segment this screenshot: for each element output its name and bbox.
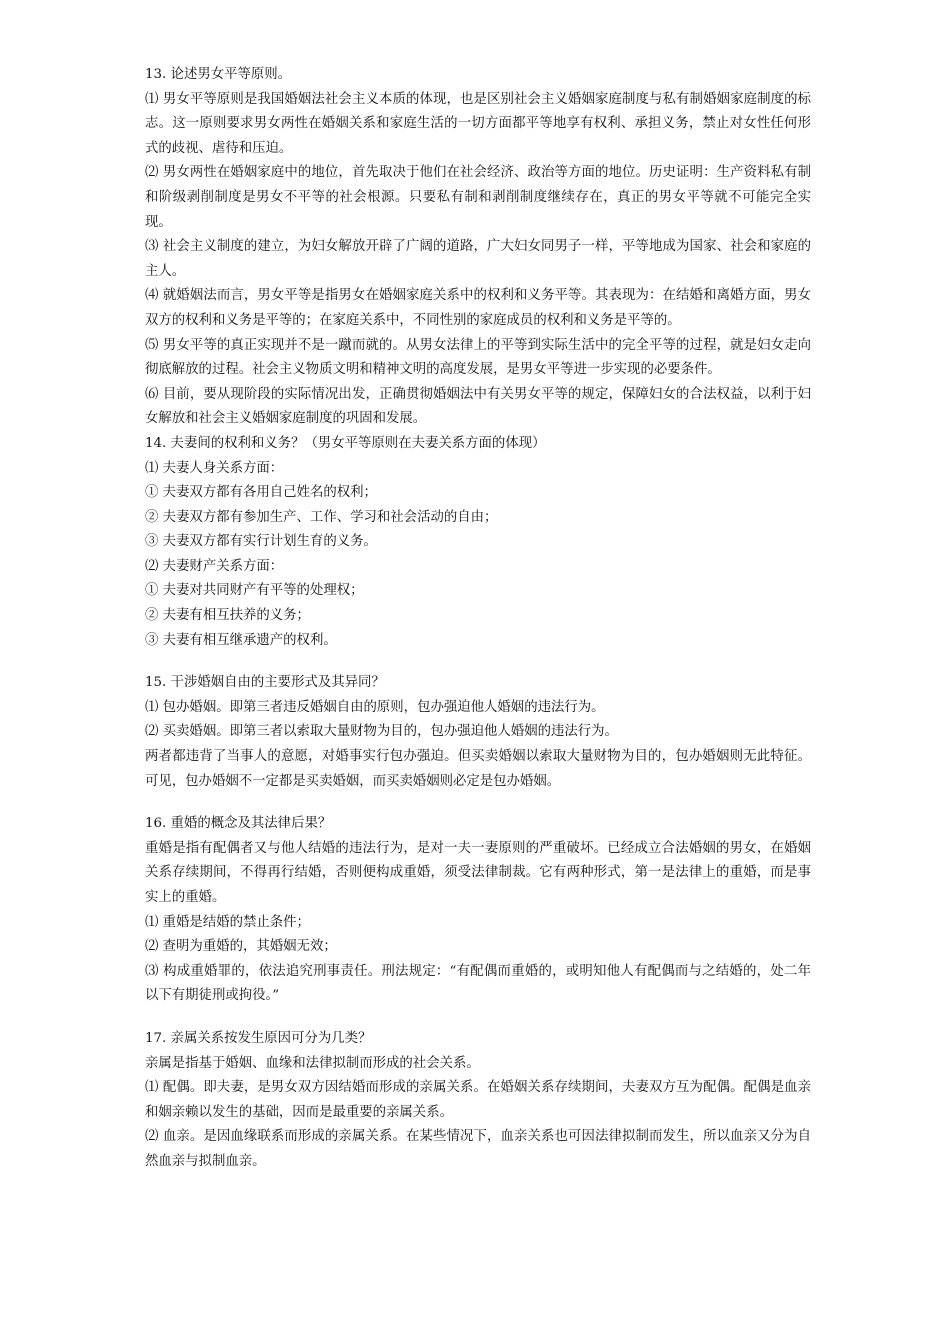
paragraph: ⑴ 包办婚姻。即第三者违反婚姻自由的原则，包办强迫他人婚姻的违法行为。 (145, 699, 605, 715)
section-title: 16. 重婚的概念及其法律后果？ (145, 816, 332, 832)
paragraph: ⑵ 查明为重婚的，其婚姻无效； (145, 939, 337, 955)
section-13 (145, 63, 811, 432)
paragraph: ⑴ 男女平等原则是我国婚姻法社会主义本质的体现，也是区别社会主义婚姻家庭制度与私有制婚姻家庭制度的标志。这一原则要求男女两性在婚姻关系和家庭生活的一切方面都平等地享有权利、承担义务，禁止对女性任何形式的歧视、虐待和压迫。 (145, 91, 811, 156)
section-spacer (145, 794, 811, 812)
paragraph: ⑶ 构成重婚罪的，依法追究刑事责任。刑法规定：“有配偶而重婚的，或明知他人有配偶而与之结婚的，处二年以下有期徒刑或拘役。” (145, 963, 811, 1004)
section-title: 15. 干涉婚姻自由的主要形式及其异同？ (145, 675, 385, 691)
paragraph: ⑹ 目前，要从现阶段的实际情况出发，正确贯彻婚姻法中有关男女平等的规定，保障妇女的合法权益，以利于妇女解放和社会主义婚姻家庭制度的巩固和发展。 (145, 386, 811, 427)
section-title: 14. 夫妻间的权利和义务？（男女平等原则在夫妻关系方面的体现） (145, 435, 546, 451)
paragraph: ⑵ 买卖婚姻。即第三者以索取大量财物为目的，包办强迫他人婚姻的违法行为。 (145, 724, 618, 740)
section-17 (145, 1027, 811, 1175)
paragraph: ⑶ 社会主义制度的建立，为妇女解放开辟了广阔的道路，广大妇女同男子一样，平等地成为国家、社会和家庭的主人。 (145, 239, 811, 279)
list-item: ③ 夫妻双方都有实行计划生育的义务。 (145, 534, 377, 550)
paragraph: ⑵ 血亲。是因血缘联系而形成的亲属关系。在某些情况下，血亲关系也可因法律拟制而发生，所以血亲又分为自然血亲与拟制血亲。 (145, 1129, 811, 1169)
list-item: ① 夫妻双方都有各用自己姓名的权利； (145, 485, 377, 501)
section-spacer (145, 653, 811, 671)
list-item: ⑴ 夫妻人身关系方面： (145, 460, 284, 476)
paragraph: ⑴ 配偶。即夫妻，是男女双方因结婚而形成的亲属关系。在婚姻关系存续期间，夫妻双方互为配偶。配偶是血亲和姻亲赖以发生的基础，因而是最重要的亲属关系。 (145, 1080, 811, 1120)
document-page (145, 63, 811, 1175)
section-title: 13. 论述男女平等原则。 (145, 67, 292, 82)
paragraph: 亲属是指基于婚姻、血缘和法律拟制而形成的社会关系。 (145, 1055, 480, 1071)
section-spacer (145, 1009, 811, 1027)
paragraph: 两者都违背了当事人的意愿，对婚事实行包办强迫。但买卖婚姻以索取大量财物为目的，包办婚姻则无此特征。可见，包办婚姻不一定都是买卖婚姻，而买卖婚姻则必定是包办婚姻。 (145, 749, 811, 789)
list-item: ① 夫妻对共同财产有平等的处理权； (145, 583, 364, 599)
paragraph: ⑴ 重婚是结婚的禁止条件； (145, 914, 310, 930)
paragraph: 重婚是指有配偶者又与他人结婚的违法行为，是对一夫一妻原则的严重破坏。已经成立合法婚姻的男女，在婚姻关系存续期间，不得再行结婚，否则便构成重婚，须受法律制裁。它有两种形式，第一是法律上的重婚，而是事实上的重婚。 (145, 840, 811, 905)
section-14 (145, 432, 811, 653)
section-15 (145, 671, 811, 794)
paragraph: ⑸ 男女平等的真正实现并不是一蹴而就的。从男女法律上的平等到实际生活中的完全平等的过程，就是妇女走向彻底解放的过程。社会主义物质文明和精神文明的高度发展，是男女平等进一步实现的必要条件。 (145, 337, 811, 378)
section-title: 17. 亲属关系按发生原因可分为几类？ (145, 1030, 372, 1046)
list-item: ⑵ 夫妻财产关系方面： (145, 558, 284, 574)
section-16 (145, 812, 811, 1009)
paragraph: ⑵ 男女两性在婚姻家庭中的地位，首先取决于他们在社会经济、政治等方面的地位。历史证明：生产资料私有制和阶级剥削制度是男女不平等的社会根源。只要私有制和剥削制度继续存在，真正的男女平等就不可能完全实现。 (145, 165, 811, 230)
list-item: ② 夫妻双方都有参加生产、工作、学习和社会活动的自由； (145, 509, 498, 525)
list-item: ③ 夫妻有相互继承遗产的权利。 (145, 632, 337, 648)
list-item: ② 夫妻有相互扶养的义务； (145, 608, 310, 624)
paragraph: ⑷ 就婚姻法而言，男女平等是指男女在婚姻家庭关系中的权利和义务平等。其表现为：在结婚和离婚方面，男女双方的权利和义务是平等的；在家庭关系中，不同性别的家庭成员的权利和义务是平等的。 (145, 288, 811, 328)
